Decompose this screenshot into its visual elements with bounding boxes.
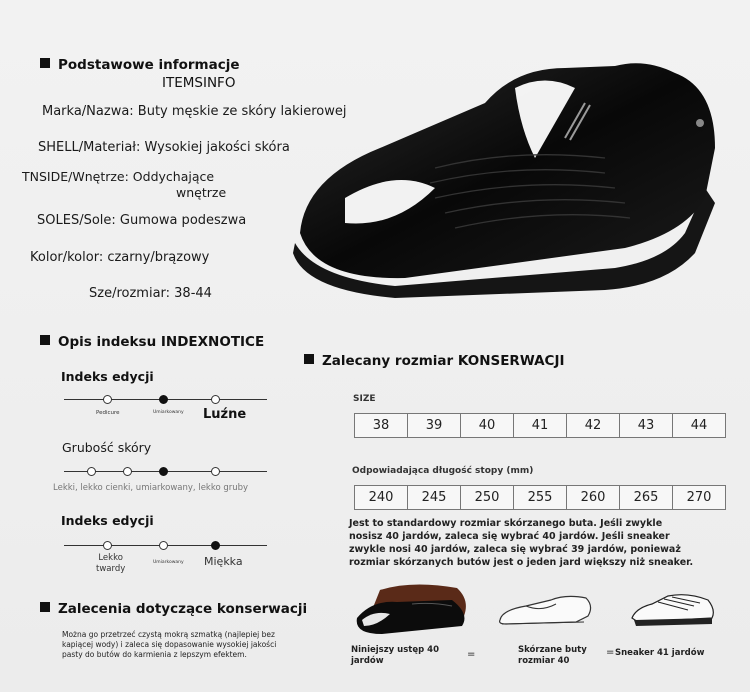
square-bullet-icon	[304, 354, 314, 364]
comparison-item2-line: rozmiar 40	[518, 656, 570, 666]
info-inside: TNSIDE/Wnętrze: Oddychające	[22, 169, 215, 184]
basic-info-subtitle: ITEMSINFO	[162, 75, 236, 91]
comparison-item1-line: Niniejszy ustęp 40	[351, 645, 439, 655]
length-cell: 260	[567, 486, 620, 510]
info-size: Sze/rozmiar: 38-44	[89, 286, 212, 301]
foot-length-table	[354, 485, 726, 510]
scale3-line	[64, 545, 267, 546]
scale3-label: Indeks edycji	[61, 513, 154, 528]
size-note-line: Jest to standardowy rozmiar skórzanego buta. Jeśli zwykle	[349, 518, 663, 529]
info-material: SHELL/Materiał: Wysokiej jakości skóra	[38, 140, 290, 155]
scale1-dot-1	[103, 395, 112, 404]
size-cell: 42	[567, 414, 620, 438]
basic-info-title: Podstawowe informacje	[40, 57, 240, 73]
scale2-label: Grubość skóry	[62, 440, 152, 455]
scale1-right-label: Luźne	[203, 407, 247, 422]
leather-shoe-outline-image	[496, 590, 596, 630]
size-cell: 44	[673, 414, 726, 438]
scale3-dot-3	[211, 541, 220, 550]
length-cell: 265	[620, 486, 673, 510]
size-row	[355, 414, 726, 438]
scale3-dot-2	[159, 541, 168, 550]
care-section-title: Zalecenia dotyczące konserwacji	[40, 601, 307, 617]
size-cell: 43	[620, 414, 673, 438]
care-text-line: Można go przetrzeć czystą mokrą szmatką (najlepiej bez	[62, 630, 275, 639]
length-cell: 270	[673, 486, 726, 510]
scale1-line	[64, 399, 267, 400]
sneaker-image	[628, 590, 718, 630]
scale1-mid-label: Umiarkowany	[153, 410, 184, 415]
care-text-line: kapiącej wody) i zaleca się dopasowanie wysokiej jakości	[62, 640, 277, 649]
care-text	[62, 630, 276, 660]
comparison-item2-line: Skórzane buty	[518, 645, 587, 655]
size-note-line: rozmiar skórzanych butów jest o jeden jard większy niż sneaker.	[349, 557, 694, 568]
scale3-left-label	[96, 553, 125, 575]
scale1-dot-3	[211, 395, 220, 404]
scale3-dot-1	[103, 541, 112, 550]
shoe-product-image	[285, 28, 750, 298]
scale2-dot-3	[159, 467, 168, 476]
size-note	[349, 517, 693, 569]
info-brand: Marka/Nazwa: Buty męskie ze skóry lakierowej	[42, 104, 347, 119]
scale3-right-label: Miękka	[204, 555, 243, 568]
comparison-item2-caption	[518, 645, 587, 667]
scale1-left-label: Pedicure	[96, 410, 120, 416]
length-row	[355, 486, 726, 510]
foot-length-label: Odpowiadająca długość stopy (mm)	[352, 466, 534, 476]
comparison-item1-line: jardów	[351, 656, 384, 666]
scale2-line	[64, 471, 267, 472]
care-text-line: pasty do butów do karmienia z lepszym efektem.	[62, 650, 247, 659]
scale2-dot-2	[123, 467, 132, 476]
info-inside-2: wnętrze	[176, 185, 227, 200]
size-cell: 39	[408, 414, 461, 438]
size-section-title: Zalecany rozmiar KONSERWACJI	[304, 353, 565, 369]
length-cell: 240	[355, 486, 408, 510]
equals-sign-1: =	[467, 649, 476, 660]
size-table	[354, 413, 726, 438]
square-bullet-icon	[40, 335, 50, 345]
size-label: SIZE	[353, 394, 376, 404]
scale1-label: Indeks edycji	[61, 369, 154, 384]
size-note-line: nosisz 40 jardów, zaleca się wybrać 40 jardów. Jeśli sneaker	[349, 531, 670, 542]
scale3-mid-label: Umiarkowany	[153, 560, 184, 565]
scale3-left-label-line1: Lekko	[98, 553, 123, 563]
length-cell: 245	[408, 486, 461, 510]
comparison-item1-caption	[351, 645, 439, 667]
equals-sign-2: =	[606, 647, 615, 658]
length-cell: 250	[461, 486, 514, 510]
comparison-item3-caption: Sneaker 41 jardów	[615, 648, 705, 658]
size-cell: 41	[514, 414, 567, 438]
scale2-dot-4	[211, 467, 220, 476]
square-bullet-icon	[40, 58, 50, 68]
brown-shoe-image	[352, 580, 472, 640]
length-cell: 255	[514, 486, 567, 510]
index-section-title: Opis indeksu INDEXNOTICE	[40, 334, 264, 350]
scale3-left-label-line2: twardy	[96, 564, 126, 574]
size-cell: 38	[355, 414, 408, 438]
info-color: Kolor/kolor: czarny/brązowy	[30, 250, 210, 265]
scale1-dot-2	[159, 395, 168, 404]
size-note-line: zwykle nosi 40 jardów, zaleca się wybrać 39 jardów, ponieważ	[349, 544, 681, 555]
scale2-dot-1	[87, 467, 96, 476]
info-sole: SOLES/Sole: Gumowa podeszwa	[37, 213, 247, 228]
size-cell: 40	[461, 414, 514, 438]
scale2-caption: Lekki, lekko cienki, umiarkowany, lekko gruby	[53, 483, 249, 493]
square-bullet-icon	[40, 602, 50, 612]
